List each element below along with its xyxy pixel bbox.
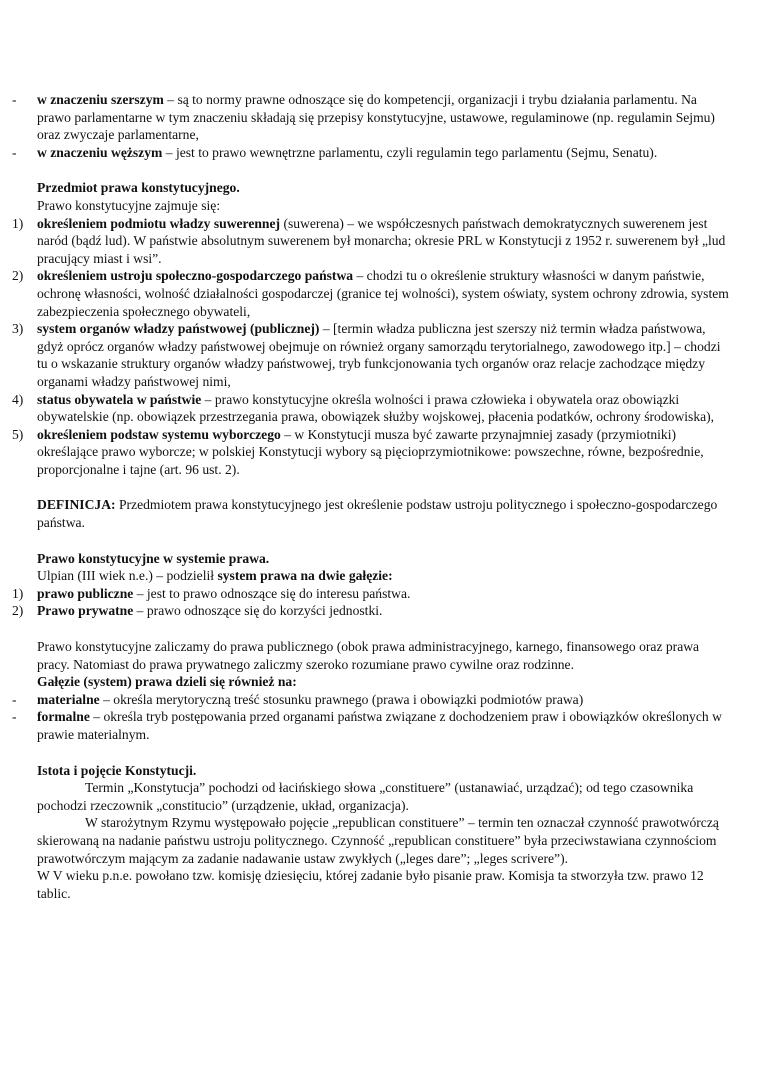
item-text: – określa merytoryczną treść stosunku prawnego (prawa i obowiązki podmiotów prawa): [99, 691, 584, 707]
term: określeniem ustroju społeczno-gospodarczego państwa: [37, 268, 354, 284]
item-text: – chodzi tu o określenie struktury własności w danym państwie, ochronę własności, wolność działalności gospodarczej (granice tej wolności), system oświaty, system ochrony zdrowia, system zabezpieczenia społecznego obywateli,: [37, 268, 729, 319]
list-marker: 1): [12, 585, 24, 601]
list-marker: -: [12, 709, 17, 725]
item-text: – jest to prawo odnoszące się do interesu państwa.: [133, 585, 411, 601]
item-text: – są to normy prawne odnoszące się do kompetencji, organizacji i trybu działania parlamentu. Na prawo parlamentarne w tym znaczeniu składają się przepisy konstytucyjne, ustawowe, regulaminowe (np. regulamin Sejmu) oraz zwyczaje parlamentarne,: [37, 92, 715, 143]
term: materialne: [37, 691, 100, 707]
paragraph: W V wieku p.n.e. powołano tzw. komisję dziesięciu, której zadanie było pisanie praw. Komisja ta stworzyła tzw. prawo 12 tablic.: [37, 868, 704, 901]
list-marker: -: [12, 92, 17, 107]
list-marker: -: [12, 144, 17, 160]
item-text: – prawo konstytucyjne określa wolności i prawa człowieka i obywatela oraz obowiązki obywatelskie (np. obowiązek przestrzegania prawa, obowiązek służby wojskowej, płacenia podatków, ochrony środowiska),: [37, 391, 715, 425]
item-text: – prawo odnoszące się do korzyści jednostki.: [133, 603, 383, 619]
list-item: [12, 215, 732, 268]
list-item: [12, 426, 732, 479]
definition-text: Przedmiotem prawa konstytucyjnego jest określenie podstaw ustroju politycznego i społeczno-gospodarczego państwa.: [37, 497, 718, 531]
paragraph: W starożytnym Rzymu występowało pojęcie „republican constituere” – termin ten oznaczał czynność prawotwórczą skierowaną na nadanie państwu ustroju politycznego. Czynność „republican constituere” była przeciwstawiana czynnościom prawotwórczym mającym za zadanie nadawanie ustaw zwykłych („leges dare”; „leges scrivere”).: [37, 815, 719, 866]
paragraph: Prawo konstytucyjne zaliczamy do prawa publicznego (obok prawa administracyjnego, karnego, finansowego oraz prawa pracy. Natomiast do prawa prywatnego zaliczmy szeroko rozumiane prawo cywilne oraz rodzinne.: [37, 639, 700, 672]
list-item: [12, 585, 732, 603]
list-marker: 3): [12, 321, 24, 337]
list-item: [12, 320, 732, 390]
list-marker: 2): [12, 268, 24, 284]
list-item: [12, 602, 732, 620]
definition: [12, 496, 732, 531]
section-heading: Istota i pojęcie Konstytucji.: [37, 762, 197, 778]
section-heading: Przedmiot prawa konstytucyjnego.: [37, 180, 240, 196]
list-marker: 4): [12, 391, 24, 407]
section-lead: Ulpian (III wiek n.e.) – podzielił system prawa na dwie gałęzie:: [37, 568, 393, 584]
term: określeniem podstaw systemu wyborczego: [37, 426, 281, 442]
section-heading: Prawo konstytucyjne w systemie prawa.: [37, 550, 270, 566]
item-text: – w Konstytucji musza być zawarte przynajmniej zasady (przymiotniki) określające prawo wyborcze; w polskiej Konstytucji wybory są pięcioprzymiotnikowe: powszechne, równe, bezpośrednie, proporcjonalne i tajne (art. 96 ust. 2).: [37, 426, 704, 477]
document-page: [12, 91, 732, 902]
term: prawo publiczne: [37, 585, 134, 601]
item-text: – [termin władza publiczna jest szerszy niż termin władza państwowa, gdyż oprócz organów władzy państwowej obejmuje on również organy samorządu terytorialnego, zawodowego itp.] – chodzi tu o wskazanie struktury organów władzy państwowej, tryb funkcjonowania tych organów oraz relacje zachodzące między organami władzy państwowej nimi,: [37, 321, 721, 389]
list-marker: -: [12, 691, 17, 707]
item-text: – jest to prawo wewnętrzne parlamentu, czyli regulamin tego parlamentu (Sejmu, Senatu).: [162, 144, 658, 160]
list-item: [12, 91, 732, 144]
list-item: [12, 144, 732, 162]
list-item: [12, 391, 732, 426]
paragraph: Termin „Konstytucja” pochodzi od łacińskiego słowa „constituere” (ustanawiać, urządzać); od tego czasownika pochodzi rzeczownik „constitucio” (urządzenie, układ, organizacja).: [37, 780, 694, 813]
list-item: [12, 691, 732, 709]
section-lead: Prawo konstytucyjne zajmuje się:: [37, 197, 221, 213]
term: w znaczeniu szerszym: [37, 92, 164, 107]
term: status obywatela w państwie: [37, 391, 202, 407]
list-item: [12, 708, 732, 743]
term: w znaczeniu węższym: [37, 144, 163, 160]
list-marker: 1): [12, 215, 24, 231]
subheading: Gałęzie (system) prawa dzieli się również na:: [37, 674, 297, 690]
term: formalne: [37, 709, 90, 725]
item-text: – określa tryb postępowania przed organami państwa związane z dochodzeniem praw i obowiązków określonych w prawie materialnym.: [37, 709, 722, 742]
term: system organów władzy państwowej (publicznej): [37, 321, 320, 337]
item-text: (suwerena) – we współczesnych państwach demokratycznych suwerenem jest naród (bądź lud). W państwie absolutnym suwerenem był monarcha; okresie PRL w Konstytucji z 1952 r. suwerenem był „lud pracujący miast i wsi”.: [37, 215, 726, 266]
list-marker: 5): [12, 426, 24, 442]
term: Prawo prywatne: [37, 603, 134, 619]
term: określeniem podmiotu władzy suwerennej: [37, 215, 281, 231]
list-item: [12, 267, 732, 320]
definition-label: DEFINICJA:: [37, 497, 116, 513]
list-marker: 2): [12, 603, 24, 619]
